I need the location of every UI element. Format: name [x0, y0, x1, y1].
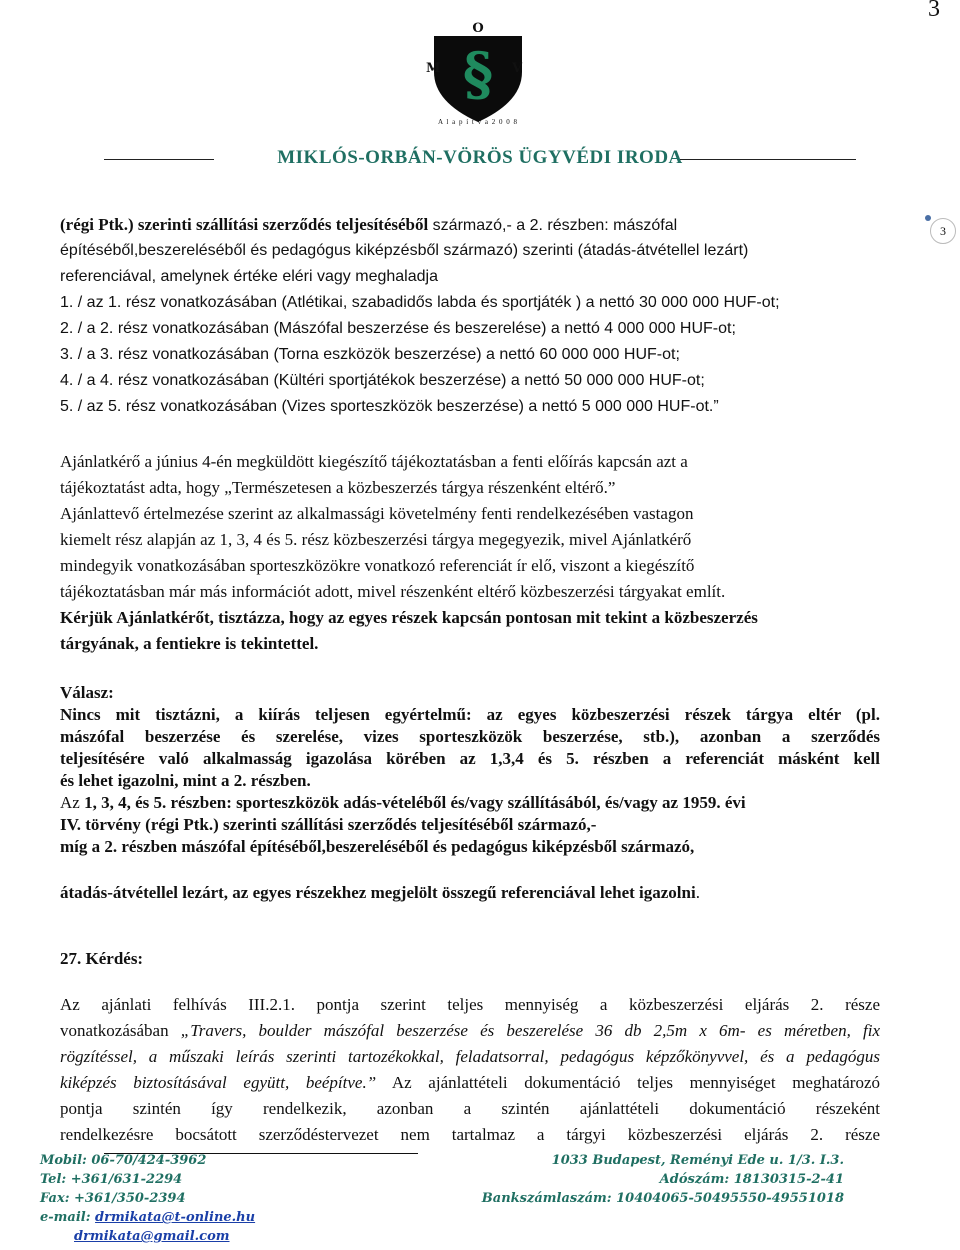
paragraph-line: mindegyik vonatkozásában sporteszközökre vonatkozó referenciát ír elő, viszont a kiegészítő	[60, 556, 695, 575]
part-item: 4. / a 4. rész vonatkozásában (Kültéri sportjátékok beszerzése) a nettó 50 000 000 HUF-ot;	[60, 372, 705, 389]
footer-mobile: Mobil: 06-70/424-3962	[40, 1153, 207, 1168]
email-link[interactable]: drmikata@t-online.hu	[95, 1210, 256, 1225]
question-line: rendelkezésre bocsátott szerződéstervezet nem tartalmaz a tárgyi közbeszerzési eljárás 2. része	[60, 1125, 880, 1144]
footer-tel: Tel: +361/631-2294	[40, 1172, 183, 1187]
footer-fax: Fax: +361/350-2394	[40, 1191, 186, 1206]
part-item: 3. / a 3. rész vonatkozásában (Torna eszközök beszerzése) a nettó 60 000 000 HUF-ot;	[60, 346, 680, 363]
answer-line: teljesítésére való alkalmasság igazolása körében az 1,3,4 és 5. részben a referenciát másként kell	[60, 749, 880, 768]
footer-email-2	[74, 1227, 230, 1246]
footer-address: 1033 Budapest, Reményi Ede u. 1/3. I.3.	[551, 1153, 844, 1168]
question-heading: 27. Kérdés:	[60, 949, 144, 968]
question-line: pontja szintén így rendelkezik, azonban a szintén ajánlattételi dokumentáció részeként	[60, 1099, 880, 1118]
paragraph-line: Ajánlattevő értelmezése szerint az alkalmassági követelmény fenti rendelkezésében vastagon	[60, 504, 694, 523]
answer-line: mászófal beszerzése és szerelése, vizes sporteszközök beszerzése, stb.), azonban a szerződés	[60, 727, 880, 746]
paragraph-line: Ajánlatkérő a június 4-én megküldött kiegészítő tájékoztatásban a fenti előírás kapcsán azt a	[60, 452, 688, 471]
answer-line: és lehet igazolni, mint a 2. részben.	[60, 771, 311, 790]
answer-line: Az 1, 3, 4, és 5. részben: sporteszközök adás-vételéből és/vagy szállításából, és/vagy az 1959. évi	[60, 793, 746, 812]
section-sign-icon: §	[462, 40, 494, 108]
answer-line: IV. törvény (régi Ptk.) szerinti szállítási szerződés teljesítéséből származó,-	[60, 815, 597, 834]
logo-letter-left: M	[426, 61, 441, 76]
answer-line: Nincs mit tisztázni, a kiírás teljesen egyértelmű: az egyes közbeszerzési részek tárgya eltér (pl.	[60, 705, 880, 724]
answer-line: míg a 2. részben mászófal építéséből,beszereléséből és pedagógus kiképzésből származó,	[60, 837, 695, 856]
margin-bullet-icon	[925, 215, 931, 221]
question-line: kiképzés biztosításával együtt, beépítve.” Az ajánlattételi dokumentáció teljes mennyiséget meghatározó	[60, 1073, 880, 1092]
law-firm-logo	[426, 18, 526, 128]
margin-page-number: 3	[930, 218, 956, 244]
paragraph-line: tájékoztatást adta, hogy „Természetesen a közbeszerzés tárgya részenként eltérő.”	[60, 478, 616, 497]
answer-line: átadás-átvétellel lezárt, az egyes részekhez megjelölt összegű referenciával lehet igazolni.	[60, 883, 700, 902]
header-rule-right	[680, 159, 856, 160]
question-line: vonatkozásában „Travers, boulder mászófal beszerzése és beszerelése 36 db 2,5m x 6m- es méretben, fix	[60, 1021, 880, 1040]
question-line: Az ajánlati felhívás III.2.1. pontja szerint teljes mennyiség a közbeszerzési eljárás 2. része	[60, 995, 880, 1014]
part-item: 5. / az 5. rész vonatkozásában (Vizes sporteszközök beszerzése) a nettó 5 000 000 HUF-ot.”	[60, 398, 719, 415]
logo-letter-right: V	[512, 61, 523, 76]
intro-line-3: referenciával, amelynek értéke eléri vagy meghaladja	[60, 268, 438, 285]
footer-tax-number: Adószám: 18130315-2-41	[659, 1172, 844, 1187]
question-line: rögzítéssel, a műszaki leírás szerinti tartozékokkal, feladatsorral, pedagógus képzőkönyvvel, és a pedagógus	[60, 1047, 880, 1066]
part-item: 1. / az 1. rész vonatkozásában (Atlétikai, szabadidős labda és sportjáték ) a nettó 30 000 000 HUF-ot;	[60, 294, 780, 311]
firm-name: MIKLÓS-ORBÁN-VÖRÖS ÜGYVÉDI IRODA	[277, 147, 683, 168]
intro-line-1: (régi Ptk.) szerinti szállítási szerződés teljesítéséből származó,- a 2. részben: mászófal	[60, 215, 678, 234]
page-number: 3	[928, 0, 940, 22]
paragraph-line: tájékoztatásban már más információt adott, mivel részenként eltérő közbeszerzési tárgyakat említ.	[60, 582, 726, 601]
part-item: 2. / a 2. rész vonatkozásában (Mászófal beszerzése és beszerelése) a nettó 4 000 000 HUF-ot;	[60, 320, 736, 337]
footer-email: e-mail: drmikata@t-online.hu	[40, 1210, 256, 1225]
logo-letter-top: O	[472, 21, 484, 36]
request-line: tárgyának, a fentiekre is tekintettel.	[60, 634, 319, 653]
intro-line-2: építéséből,beszereléséből és pedagógus kiképzésből származó) szerinti (átadás-átvétellel lezárt)	[60, 242, 749, 259]
request-line: Kérjük Ajánlatkérőt, tisztázza, hogy az egyes részek kapcsán pontosan mit tekint a közbeszerzés	[60, 608, 758, 627]
email-link-2[interactable]: drmikata@gmail.com	[74, 1229, 230, 1244]
paragraph-line: kiemelt rész alapján az 1, 3, 4 és 5. rész közbeszerzési tárgya megegyezik, mivel Ajánlatkérő	[60, 530, 692, 549]
answer-heading: Válasz:	[60, 683, 114, 702]
footer-bank-account: Bankszámlaszám: 10404065-50495550-49551018	[481, 1191, 844, 1206]
logo-caption: A l a p í t v a 2 0 0 8	[438, 118, 518, 126]
